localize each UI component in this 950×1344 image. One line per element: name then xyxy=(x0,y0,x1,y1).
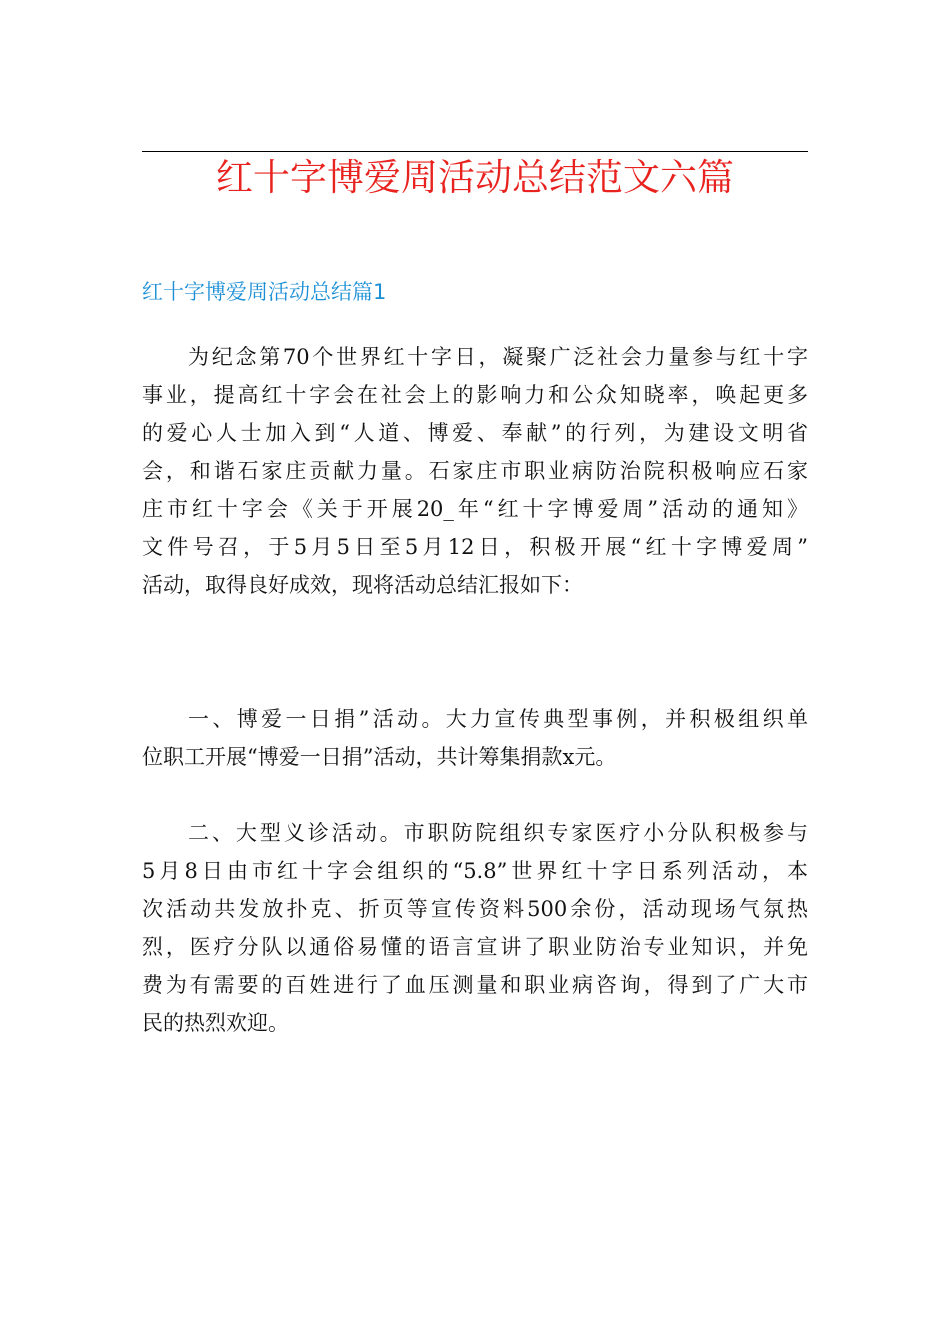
paragraph-intro xyxy=(142,338,808,604)
paragraph-line: 次活动共发放扑克、折页等宣传资料500余份，活动现场气氛热 xyxy=(142,897,808,921)
paragraph-line: 事业，提高红十字会在社会上的影响力和公众知晓率，唤起更多 xyxy=(142,383,808,407)
paragraph-line: 会，和谐石家庄贡献力量。石家庄市职业病防治院积极响应石家 xyxy=(142,459,808,483)
paragraph-line: 二、大型义诊活动。市职防院组织专家医疗小分队积极参与 xyxy=(188,821,808,845)
paragraph-line: 位职工开展“博爱一日捐”活动，共计筹集捐款x元。 xyxy=(142,745,617,769)
paragraph-line: 为纪念第70个世界红十字日，凝聚广泛社会力量参与红十字 xyxy=(188,345,808,369)
document-title: 红十字博爱周活动总结范文六篇 xyxy=(216,156,734,199)
paragraph-line: 活动，取得良好成效，现将活动总结汇报如下： xyxy=(142,573,583,597)
paragraph-clinic xyxy=(142,814,808,1042)
section-heading: 红十字博爱周活动总结篇1 xyxy=(142,280,387,304)
paragraph-line: 民的热烈欢迎。 xyxy=(142,1011,289,1035)
paragraph-donation xyxy=(142,700,808,776)
paragraph-line: 烈，医疗分队以通俗易懂的语言宣讲了职业防治专业知识，并免 xyxy=(142,935,808,959)
paragraph-line: 文件号召，于5月5日至5月12日，积极开展“红十字博爱周” xyxy=(142,535,808,559)
paragraph-line: 一、博爱一日捐”活动。大力宣传典型事例，并积极组织单 xyxy=(188,707,808,731)
paragraph-line: 的爱心人士加入到“人道、博爱、奉献”的行列，为建设文明省 xyxy=(142,421,808,445)
paragraph-line: 庄市红十字会《关于开展20_年“红十字博爱周”活动的通知》 xyxy=(142,497,808,521)
paragraph-line: 费为有需要的百姓进行了血压测量和职业病咨询，得到了广大市 xyxy=(142,973,808,997)
paragraph-line: 5月8日由市红十字会组织的“5.8”世界红十字日系列活动，本 xyxy=(142,859,808,883)
